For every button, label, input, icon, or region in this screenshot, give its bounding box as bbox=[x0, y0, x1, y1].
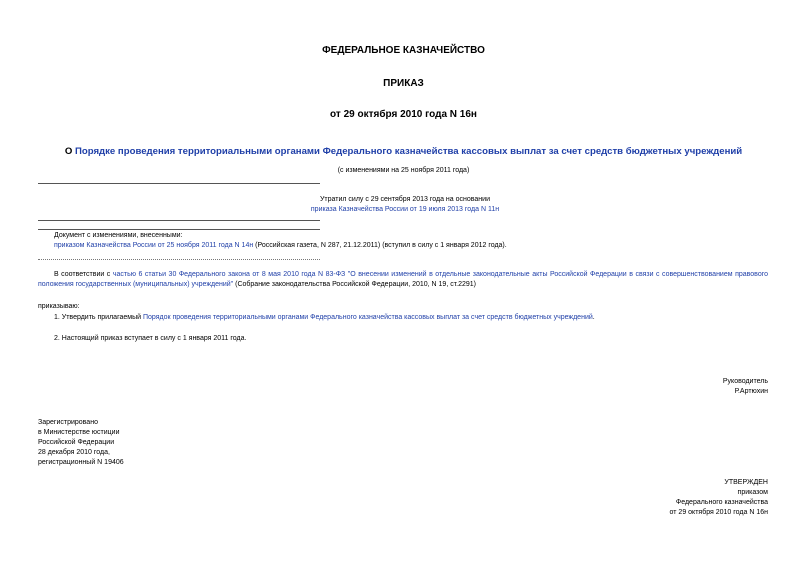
registration-line: Зарегистрировано bbox=[38, 419, 98, 426]
changes-line bbox=[54, 241, 774, 251]
approved-line: УТВЕРЖДЕН bbox=[724, 479, 768, 486]
dotted-divider bbox=[38, 259, 320, 260]
approved-line: Федерального казначейства bbox=[675, 499, 768, 506]
order-word: приказываю: bbox=[38, 303, 80, 310]
item-2-text: 2. Настоящий приказ вступает в силу с 1 января 2011 года. bbox=[54, 335, 247, 342]
registration-line: регистрационный N 19406 bbox=[38, 459, 124, 466]
changes-tail: (Российская газета, N 287, 21.12.2011) (вступил в силу с 1 января 2012 года). bbox=[253, 242, 507, 249]
preamble-lead: В соответствии с bbox=[54, 271, 113, 278]
divider bbox=[38, 220, 320, 221]
registration-line: Российской Федерации bbox=[38, 439, 115, 446]
lost-force-text: Утратил силу с 29 сентября 2013 года на основании bbox=[319, 196, 490, 203]
divider bbox=[38, 229, 320, 230]
order-item-1 bbox=[54, 313, 768, 323]
title-link[interactable]: Порядке проведения территориальными органами Федерального казначейства кассовых выплат за счет средств бюджетных учреждений bbox=[74, 146, 743, 157]
agency-name: ФЕДЕРАЛЬНОЕ КАЗНАЧЕЙСТВО bbox=[322, 45, 485, 56]
registration-line: 28 декабря 2010 года, bbox=[38, 449, 110, 456]
approved-line: от 29 октября 2010 года N 16н bbox=[669, 509, 768, 516]
registration-block bbox=[38, 418, 238, 468]
registration-line: в Министерстве юстиции bbox=[38, 429, 120, 436]
approved-block bbox=[500, 478, 768, 518]
signatory-name: Р.Артюхин bbox=[734, 388, 768, 395]
document-type: ПРИКАЗ bbox=[383, 78, 424, 89]
amend-note: (с изменениями на 25 ноября 2011 года) bbox=[337, 167, 470, 174]
order-item-2 bbox=[54, 334, 768, 344]
changes-intro: Документ с изменениями, внесенными: bbox=[54, 232, 183, 239]
approved-line: приказом bbox=[737, 489, 768, 496]
document-title bbox=[0, 146, 807, 157]
item-1-tail: . bbox=[592, 314, 595, 321]
preamble-paragraph bbox=[38, 270, 768, 290]
changes-link[interactable]: приказом Казначейства России от 25 ноября 2011 года N 14н bbox=[54, 242, 254, 249]
preamble-law-link[interactable]: частью 6 статьи 30 Федерального закона от 8 мая 2010 года N 83-ФЗ "О внесении изменений в отдельные законодательные акты Российской Федерации в связи с совершенствованием правового положения государственных (муниципальных) учреждений" bbox=[38, 271, 769, 288]
signatory-role: Руководитель bbox=[722, 378, 768, 385]
divider bbox=[38, 183, 320, 184]
title-prefix: О bbox=[64, 146, 75, 157]
item-1-link[interactable]: Порядок проведения территориальными органами Федерального казначейства кассовых выплат за счет средств бюджетных учреждений bbox=[142, 314, 593, 321]
document-date-number: от 29 октября 2010 года N 16н bbox=[330, 109, 477, 120]
preamble-tail: (Собрание законодательства Российской Федерации, 2010, N 19, ст.2291) bbox=[233, 281, 476, 288]
item-1-lead: 1. Утвердить прилагаемый bbox=[54, 314, 143, 321]
lost-force-link[interactable]: приказа Казначейства России от 19 июля 2013 года N 11н bbox=[310, 206, 500, 213]
